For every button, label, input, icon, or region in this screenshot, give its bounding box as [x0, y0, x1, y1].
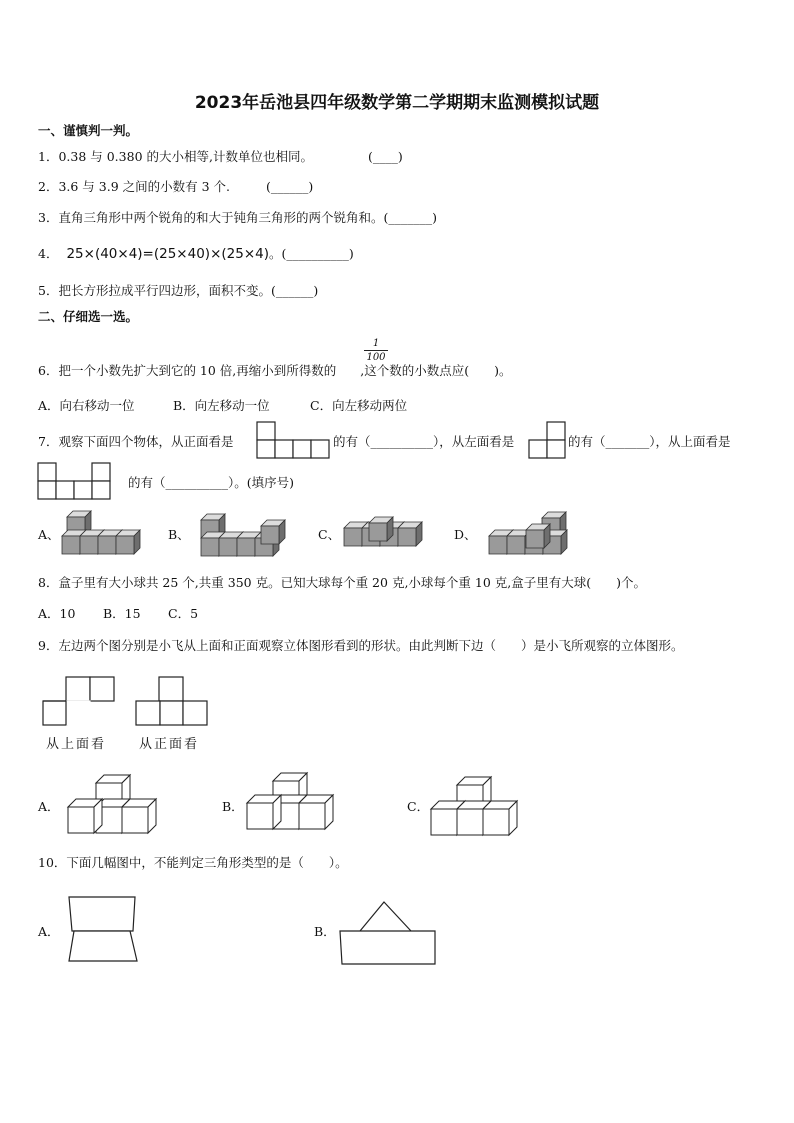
q10-option-a[interactable]: A． — [38, 924, 60, 939]
q9-solid-c — [431, 777, 521, 837]
fraction-denominator: 100 — [366, 352, 386, 363]
cube-face — [457, 809, 483, 835]
question-number: 2． — [38, 179, 59, 194]
cube-face — [369, 523, 387, 541]
q7-solid-d — [486, 508, 576, 558]
section-1-heading: 一、谨慎判一判。 — [38, 123, 139, 138]
top-view-shape — [37, 462, 117, 502]
q9-front-view — [135, 676, 215, 728]
question-text: ,这个数的小数点应( )。 — [360, 363, 512, 378]
question-number: 8． — [38, 575, 59, 590]
question-number: 1． — [38, 149, 59, 164]
question-number: 6． — [38, 363, 59, 378]
cube-face — [398, 528, 416, 546]
question-10 — [38, 853, 348, 871]
cube-face — [62, 536, 80, 554]
answer-blank[interactable]: (______) — [266, 179, 314, 194]
answer-blank[interactable]: (_______) — [383, 210, 437, 225]
q7-solid-c — [341, 516, 431, 552]
question-number: 4． — [38, 246, 59, 261]
q9-solid-a — [64, 771, 164, 837]
q8-option-b[interactable]: B．15 — [103, 606, 141, 621]
q7-option-a[interactable]: A、 — [38, 527, 60, 542]
question-3 — [38, 208, 437, 226]
cube-face — [489, 536, 507, 554]
question-number: 9． — [38, 638, 59, 653]
q10-option-b[interactable]: B． — [314, 924, 336, 939]
page-title: 2023年岳池县四年级数学第二学期期末监测模拟试题 — [194, 93, 600, 113]
q6-option-a[interactable]: A．向右移动一位 — [38, 398, 135, 413]
q7-solid-b — [198, 510, 288, 558]
cube-face — [201, 538, 219, 556]
q9-option-c[interactable]: C． — [407, 799, 430, 814]
cube-face — [116, 536, 134, 554]
q9-solid-b — [247, 771, 337, 831]
answer-blank[interactable]: (______) — [270, 283, 319, 298]
q7-option-b[interactable]: B、 — [168, 527, 190, 542]
q6-option-c[interactable]: C．向左移动两位 — [310, 398, 408, 413]
caption-top-view: 从上面看 — [46, 737, 107, 752]
question-text: 把长方形拉成平行四边形，面积不变。 — [58, 283, 271, 298]
q10-figure-a — [66, 895, 142, 967]
cube-face — [80, 536, 98, 554]
question-text: 0.38 与 0.380 的大小相等,计数单位也相同。 — [58, 149, 313, 164]
question-text: 直角三角形中两个锐角的和大于钝角三角形的两个锐角和。 — [58, 210, 384, 225]
cube-face — [68, 807, 94, 833]
question-text: 盒子里有大小球共 25 个,共重 350 克。已知大球每个重 20 克,小球每个重 10 克,盒子里有大球( )个。 — [58, 575, 646, 590]
question-1 — [38, 147, 403, 165]
q7-solid-a — [60, 507, 150, 559]
question-4 — [38, 244, 354, 262]
question-8 — [38, 573, 646, 591]
question-9 — [38, 636, 683, 654]
cube-face — [431, 809, 457, 835]
question-number: 10． — [38, 855, 67, 870]
cube-face — [98, 536, 116, 554]
answer-blank[interactable]: (__________) — [281, 246, 354, 261]
q9-option-b[interactable]: B． — [222, 799, 244, 814]
fraction-numerator: 1 — [372, 338, 380, 349]
q7-option-c[interactable]: C、 — [318, 527, 341, 542]
q6-option-b[interactable]: B．向左移动一位 — [173, 398, 270, 413]
cube-face — [219, 538, 237, 556]
question-text: 观察下面四个物体，从正面看是 — [58, 434, 234, 449]
cube-face — [299, 803, 325, 829]
question-text: 3.6 与 3.9 之间的小数有 3 个. — [58, 179, 231, 194]
cube-face — [483, 809, 509, 835]
q7-part4: 的有（__________）。(填序号) — [128, 475, 295, 490]
front-view-shape — [256, 421, 336, 461]
caption-front-view: 从正面看 — [139, 737, 200, 752]
question-6 — [38, 361, 512, 379]
answer-blank[interactable]: (____) — [367, 149, 403, 164]
q8-option-a[interactable]: A．10 — [38, 606, 76, 621]
question-2 — [38, 177, 313, 195]
q7-part1 — [38, 432, 233, 450]
q9-option-a[interactable]: A． — [38, 799, 60, 814]
q7-option-d[interactable]: D、 — [454, 527, 477, 542]
q7-part3: 的有（_______），从上面看是 — [568, 434, 731, 449]
fraction-bar — [364, 350, 388, 351]
q7-part2: 的有（__________），从左面看是 — [333, 434, 515, 449]
math-expression: 25×(40×4)=(25×40)×(25×4) — [66, 246, 269, 262]
cube-face — [526, 530, 544, 548]
question-text: 下面几幅图中，不能判定三角形类型的是（ ）。 — [66, 855, 348, 870]
cube-face — [122, 807, 148, 833]
left-view-shape — [528, 421, 572, 461]
q9-top-view — [42, 676, 122, 728]
cube-face — [261, 526, 279, 544]
question-text: 把一个小数先扩大到它的 10 倍,再缩小到所得数的 — [58, 363, 337, 378]
question-text: 左边两个图分别是小飞从上面和正面观察立体图形看到的形状。由此判断下边（ ）是小飞所观察的立体图形。 — [58, 638, 684, 653]
question-end: 。 — [269, 246, 282, 261]
question-number: 7． — [38, 434, 59, 449]
cube-face — [247, 803, 273, 829]
cube-face — [507, 536, 525, 554]
q8-option-c[interactable]: C．5 — [168, 606, 199, 621]
fraction — [364, 338, 388, 363]
question-5 — [38, 281, 318, 299]
cube-face — [344, 528, 362, 546]
cube-face — [237, 538, 255, 556]
q10-figure-b — [338, 898, 438, 968]
question-number: 5． — [38, 283, 59, 298]
section-2-heading: 二、仔细选一选。 — [38, 309, 139, 324]
question-number: 3． — [38, 210, 59, 225]
